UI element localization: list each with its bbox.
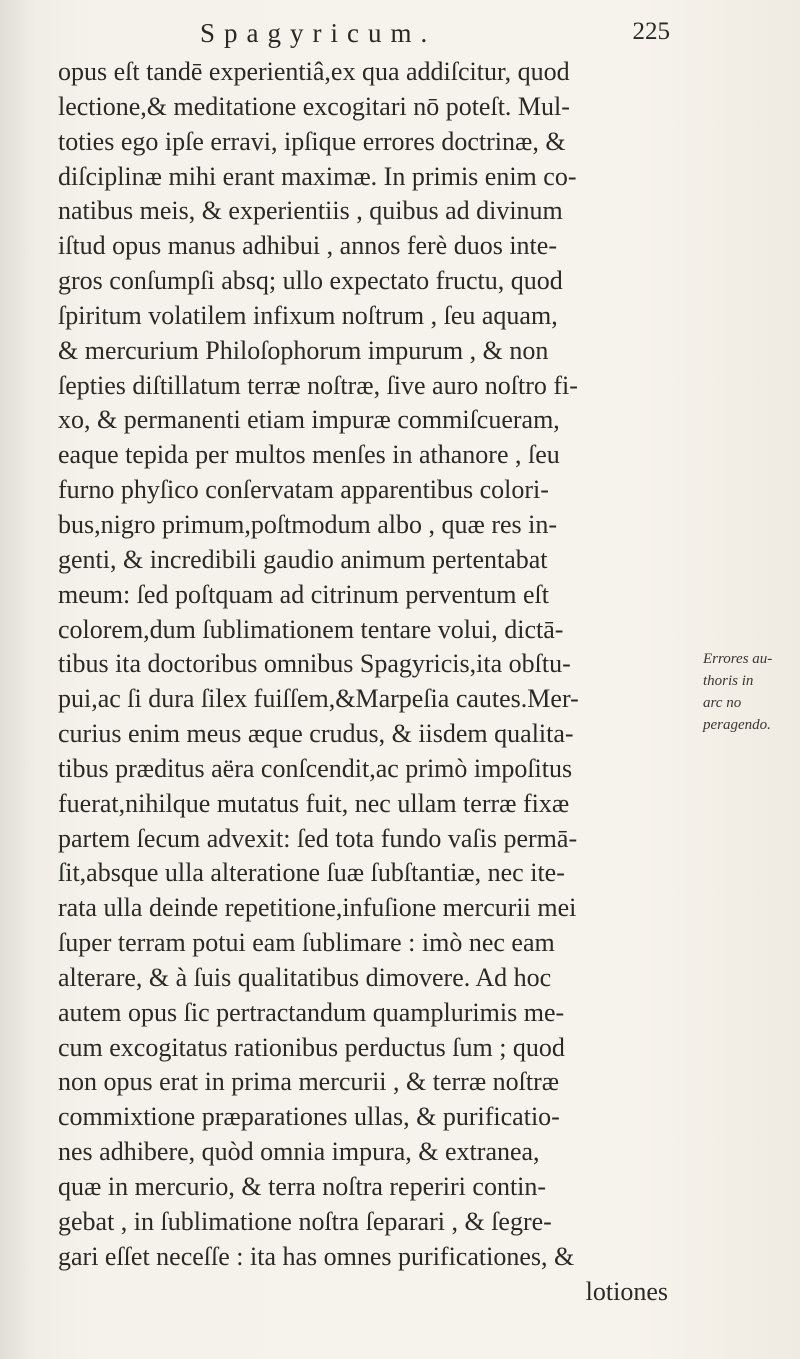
text-line: ſit,absque ulla alteratione ſuæ ſubſtantiæ, nec ite- [58,858,565,888]
text-line: ſpiritum volatilem infixum noſtrum , ſeu aquam, [58,300,558,330]
text-line: lectione,& meditatione excogitari nō poteſt. Mul- [58,91,570,121]
text-line: fuerat,nihilque mutatus fuit, nec ullam terræ fixæ [58,788,570,818]
text-line: commixtione præparationes ullas, & purificatio- [58,1102,560,1132]
text-line: non opus erat in prima mercurii , & terræ noſtræ [58,1067,560,1097]
text-line: tibus præditus aëra conſcendit,ac primò impoſitus [58,753,573,783]
text-line: xo, & permanenti etiam impuræ commiſcueram, [58,405,560,435]
text-line: colorem,dum ſublimationem tentare volui, dictā- [58,614,564,644]
margin-note-line: Errores au- [703,651,773,667]
text-line: partem ſecum advexit: ſed tota fundo vaſis permā- [58,823,578,853]
text-line: furno phyſico conſervatam apparentibus colori- [58,475,549,505]
text-line: ſepties diſtillatum terræ noſtræ, ſive auro noſtro fi- [58,370,578,400]
text-line: opus eſt tandē experientiâ,ex qua addiſcitur, quod [58,57,570,86]
body-text [58,55,698,1309]
text-line: nes adhibere, quòd omnia impura, & extranea, [58,1137,540,1167]
text-line: rata ulla deinde repetitione,infuſione mercurii mei [58,893,577,923]
text-line: tibus ita doctoribus omnibus Spagyricis,ita obſtu- [58,649,571,679]
text-line: meum: ſed poſtquam ad citrinum perventum eſt [58,579,549,609]
text-line: bus,nigro primum,poſtmodum albo , quæ res in- [58,509,558,539]
text-line: quæ in mercurio, & terra noſtra reperiri contin- [58,1172,547,1201]
margin-note [703,648,798,736]
margin-note-line: arc no [703,695,742,711]
text-line: & mercurium Philoſophorum impurum , & non [58,335,549,365]
margin-note-line: thoris in [703,673,754,689]
catchword: lotiones [585,1276,668,1306]
text-line: pui,ac ſi dura ſilex fuiſſem,&Marpeſia cautes.Mer- [58,684,579,714]
text-line: curius enim meus æque crudus, & iisdem qualita- [58,719,574,749]
margin-note-line: peragendo. [703,717,771,733]
text-line: diſciplinæ mihi erant maximæ. In primis enim co- [58,161,577,191]
text-line: gebat , in ſublimatione noſtra ſeparari , & ſegre- [58,1206,552,1236]
text-line: gari eſſet neceſſe : ita has omnes purificationes, & [58,1241,575,1271]
page-number: 225 [632,18,670,45]
text-line: natibus meis, & experientiis , quibus ad divinum [58,196,563,226]
gutter-shadow [0,0,36,1359]
text-line: alterare, & à ſuis qualitatibus dimovere. Ad hoc [58,962,552,992]
text-line: autem opus ſic pertractandum quamplurimis me- [58,997,565,1027]
text-line: eaque tepida per multos menſes in athanore , ſeu [58,440,560,470]
text-line: gros conſumpſi absq; ullo expectato fructu, quod [58,266,563,296]
text-line: genti, & incredibili gaudio animum pertentabat [58,544,548,574]
page-header [200,18,670,52]
text-line: iſtud opus manus adhibui , annos ferè duos inte- [58,231,557,261]
text-line: cum excogitatus rationibus perductus ſum ; quod [58,1032,565,1062]
running-head: Spagyricum. [200,18,437,48]
text-line: ſuper terram potui eam ſublimare : imò nec eam [58,928,555,958]
text-line: toties ego ipſe erravi, ipſique errores doctrinæ, & [58,126,566,156]
